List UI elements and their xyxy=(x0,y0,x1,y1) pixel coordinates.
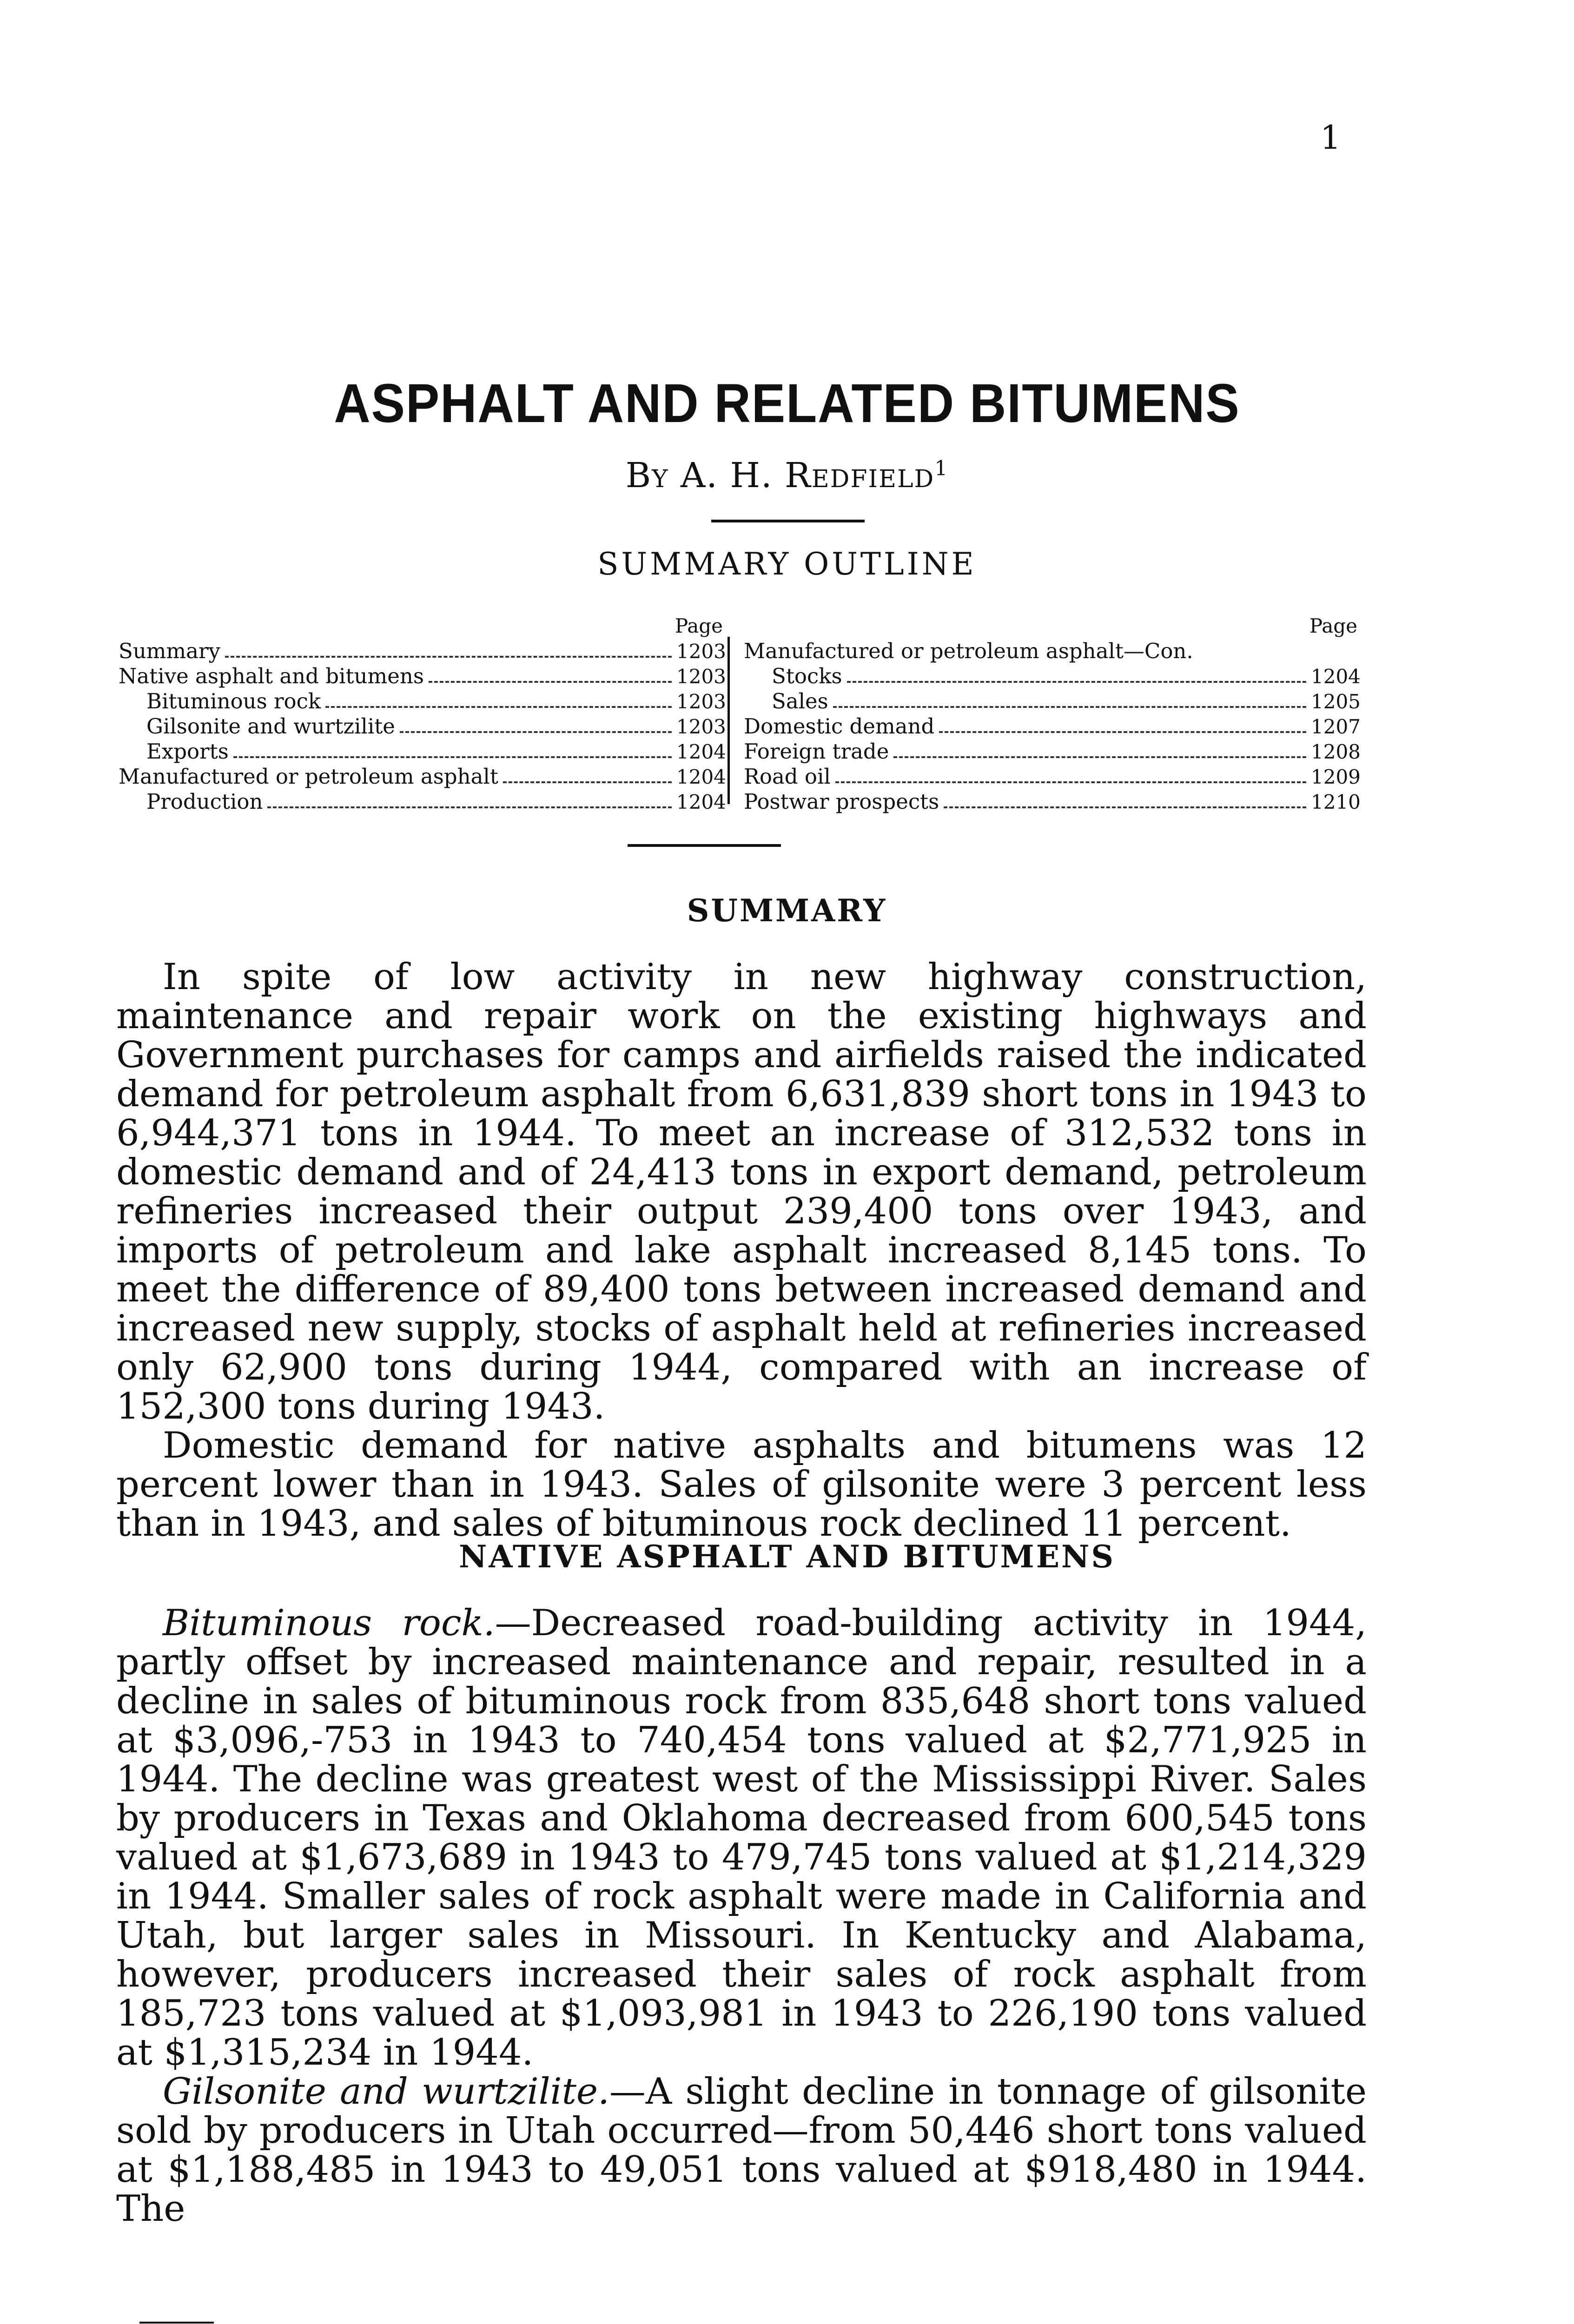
toc-entry-label: Bituminous rock xyxy=(146,689,321,713)
toc-leader-dots xyxy=(267,795,672,808)
toc-entry-label: Gilsonite and wurtzilite xyxy=(146,714,395,739)
toc-entry-label: Foreign trade xyxy=(744,739,889,764)
summary-paragraph: Domestic demand for native asphalts and bitumens was 12 percent lower than in 1943. Sales of gilsonite were 3 percent less than in 1943, and sales of bituminous rock declined 11 percent. xyxy=(116,1425,1367,1545)
author-name: By A. H. Redfield xyxy=(625,456,935,495)
toc-entry-page: 1203 xyxy=(676,690,726,713)
toc-leader-dots xyxy=(833,695,1306,708)
toc-entry-label: Summary xyxy=(119,639,220,663)
outline-heading: SUMMARY OUTLINE xyxy=(597,546,977,582)
toc-leader-dots xyxy=(944,795,1306,808)
toc-entry-page: 1203 xyxy=(676,715,726,738)
toc-entry-page: 1203 xyxy=(676,665,726,688)
corner-mark: 1 xyxy=(1320,119,1341,157)
toc-entry xyxy=(119,714,726,739)
toc-entry xyxy=(119,764,726,789)
toc-leader-dots xyxy=(835,770,1306,783)
paragraph-text: —Decreased road-building activity in 1944, partly offset by increased maintenance and repair, resulted in a decline in sales of bituminous rock from 835,648 short tons valued at $3,096,-753 in 1943 to 740,454 tons valued at $2,771,925 in 1944. The decline was greatest west of the Mississippi River. Sales by producers in Texas and Oklahoma decreased from 600,545 tons valued at $1,673,689 in 1943 to 479,745 tons valued at $1,214,329 in 1944. Smaller sales of rock asphalt were made in California and Utah, but larger sales in Missouri. In Kentucky and Alabama, however, producers increased their sales of rock asphalt from 185,723 tons valued at $1,093,981 in 1943 to 226,190 tons valued at $1,315,234 in 1944. xyxy=(116,1602,1367,2073)
toc-divider xyxy=(727,637,730,804)
toc-entry-label: Stocks xyxy=(772,664,842,688)
toc-entry xyxy=(744,789,1361,814)
summary-body xyxy=(116,957,1367,1543)
page-title: ASPHALT AND RELATED BITUMENS xyxy=(334,373,1240,434)
toc-entry-label: Sales xyxy=(772,689,828,713)
paragraph-lead: Bituminous rock. xyxy=(163,1602,495,1644)
toc-entry-label: Exports xyxy=(146,739,229,764)
toc-entry-page: 1210 xyxy=(1311,791,1361,813)
toc-entry-page: 1209 xyxy=(1311,766,1361,788)
toc-entry-label: Manufactured or petroleum asphalt xyxy=(119,764,498,789)
toc-entry xyxy=(744,689,1361,714)
toc-entry-label: Manufactured or petroleum asphalt—Con. xyxy=(744,639,1193,663)
summary-paragraph: In spite of low activity in new highway construction, maintenance and repair work on the existing highways and Government purchases for camps and airfields raised the indicated demand for petroleum asphalt from 6,631,839 short tons in 1943 to 6,944,371 tons in 1944. To meet an increase of 312,532 tons in domestic demand and of 24,413 tons in export demand, petroleum refineries increased their output 239,400 tons over 1943, and imports of petroleum and lake asphalt increased 8,145 tons. To meet the difference of 89,400 tons between increased demand and increased new supply, stocks of asphalt held at refineries increased only 62,900 tons during 1944, compared with an increase of 152,300 tons during 1943. xyxy=(116,956,1367,1427)
toc-left-column xyxy=(119,614,726,814)
native-paragraph xyxy=(116,2072,1367,2228)
toc-entry xyxy=(744,639,1357,664)
toc-entry xyxy=(744,764,1361,789)
native-paragraph xyxy=(116,1604,1367,2072)
toc-leader-dots xyxy=(893,745,1306,758)
summary-heading: SUMMARY xyxy=(687,892,887,929)
toc-entry-page: 1204 xyxy=(1311,665,1361,688)
toc-leader-dots xyxy=(400,720,672,733)
toc-entry-page: 1207 xyxy=(1311,715,1361,738)
native-body xyxy=(116,1604,1367,2228)
title-rule xyxy=(711,520,865,522)
toc-entry xyxy=(119,689,726,714)
toc-entry xyxy=(119,664,726,689)
toc-leader-dots xyxy=(939,720,1306,733)
toc-page-label: Page xyxy=(675,614,723,637)
native-heading: NATIVE ASPHALT AND BITUMENS xyxy=(458,1538,1115,1575)
footnote-ref: 1 xyxy=(934,456,949,481)
toc-entry-label: Road oil xyxy=(744,764,831,789)
toc-entry-page: 1204 xyxy=(676,791,726,813)
toc-leader-dots xyxy=(429,670,672,683)
footnote-rule xyxy=(139,2322,214,2324)
toc-entry-label: Production xyxy=(146,789,263,814)
toc-entry xyxy=(744,714,1361,739)
toc-entry xyxy=(744,739,1361,764)
paragraph-text: —A slight decline in tonnage of gilsonite sold by producers in Utah occurred—from 50,446 short tons valued at $1,188,485 in 1943 to 49,051 tons valued at $918,480 in 1944. The xyxy=(116,2071,1367,2230)
toc-leader-dots xyxy=(225,645,672,658)
toc-entry-label: Domestic demand xyxy=(744,714,935,739)
toc-page-label: Page xyxy=(1309,614,1357,637)
toc-entry-label: Postwar prospects xyxy=(744,789,939,814)
toc-entry-page: 1208 xyxy=(1311,740,1361,763)
toc-entry-page: 1204 xyxy=(676,766,726,788)
toc-entry xyxy=(744,664,1361,689)
toc-leader-dots xyxy=(503,770,672,783)
toc-entry xyxy=(119,639,726,664)
toc-leader-dots xyxy=(325,695,672,708)
toc-entry xyxy=(119,789,726,814)
toc-entry xyxy=(119,739,726,764)
byline xyxy=(0,456,1574,495)
toc-right-column xyxy=(744,614,1361,814)
outline-rule xyxy=(628,844,781,847)
paragraph-lead: Gilsonite and wurtzilite. xyxy=(163,2071,609,2113)
toc-entry-label: Native asphalt and bitumens xyxy=(119,664,424,688)
toc-entry-page: 1204 xyxy=(676,740,726,763)
toc-entry-page: 1203 xyxy=(676,640,726,663)
toc-entry-page: 1205 xyxy=(1311,690,1361,713)
toc-leader-dots xyxy=(233,745,672,758)
toc-leader-dots xyxy=(847,670,1306,683)
